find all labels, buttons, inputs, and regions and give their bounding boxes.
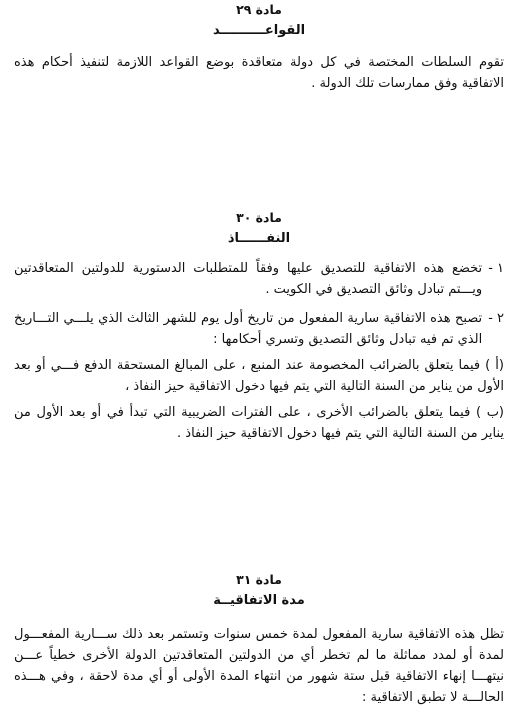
clause-marker: ١ - — [488, 261, 504, 276]
article-title — [0, 592, 518, 610]
numbered-clause — [0, 258, 518, 300]
article-title-text: القواعــــــــــد — [212, 23, 306, 38]
article-number: مادة ٣٠ — [236, 210, 282, 225]
article-number: مادة ٣١ — [236, 572, 282, 587]
article-paragraph: تقوم السلطات المختصة في كل دولة متعاقدة بوضع القواعد اللازمة لتنفيذ أحكام هذه الاتفاقية وفق ممارسات تلك الدولة . — [14, 55, 504, 91]
article-title-text: النفــــــاذ — [227, 231, 291, 246]
article-title — [0, 230, 518, 248]
sub-clause-b: (ب ) فيما يتعلق بالضرائب الأخرى ، على الفترات الضريبية التي تبدأ في أو بعد الأول من يناير من السنة التالية التي يتم فيها دخول الاتفاقية حيز النفاذ . — [14, 405, 504, 441]
clause-text: تصبح هذه الاتفاقية سارية المفعول من تاريخ أول يوم للشهر الثالث الذي يلـــي التـــاريخ الذي تم فيه تبادل وثائق التصديق وتسري أحكامها : — [14, 311, 483, 347]
article-number: مادة ٢٩ — [236, 2, 282, 17]
clause-text: تخضع هذه الاتفاقية للتصديق عليها وفقاً للمتطلبات الدستورية للدولتين المتعاقدتين ويـــتم تبادل وثائق التصديق في الكويت . — [14, 261, 483, 297]
article-30 — [0, 210, 518, 444]
sub-clause-a: (أ ) فيما يتعلق بالضرائب المخصومة عند المنبع ، على المبالغ المستحقة الدفع فـــي أو بعد الأول من يناير من السنة التالية التي يتم فيها دخول الاتفاقية حيز النفاذ ، — [14, 358, 504, 394]
article-paragraph: تظل هذه الاتفاقية سارية المفعول لمدة خمس سنوات وتستمر بعد ذلك ســـارية المفعـــول لمدة أو لمدد مماثلة ما لم تخطر أي من الدولتين المتعاقدتين الدولة الأخرى خطياً عـــن نيتهـــا إنهاء الاتفاقية قبل ستة شهور من انتهاء المدة الأولى أو أي مدة لاحقة ، وفي هـــذه الحالـــة لا تطبق الاتفاقية : — [14, 627, 504, 705]
clause-marker: ٢ - — [488, 311, 504, 326]
article-title — [0, 22, 518, 40]
numbered-clause — [0, 308, 518, 350]
article-29 — [0, 2, 518, 94]
article-title-text: مدة الاتفاقيــة — [213, 593, 305, 608]
article-31 — [0, 572, 518, 708]
